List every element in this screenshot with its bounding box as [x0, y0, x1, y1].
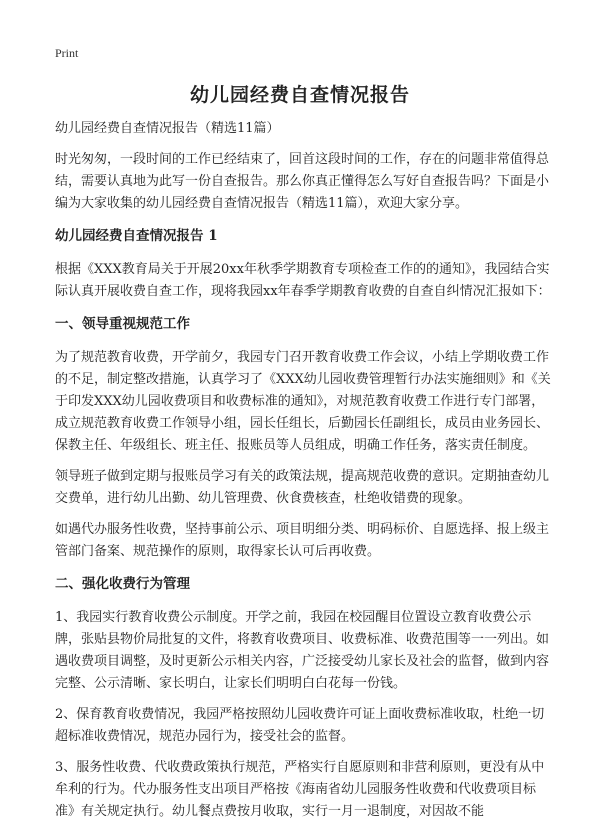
section2-paragraph-3: 3、服务性收费、代收费政策执行规范，严格实行自愿原则和非营利原则，更没有从中牟利的行为。代办服务性支出项目严格按《海南省幼儿园服务性收费和代收费项目标准》有关规定执行。幼儿餐点费按月收取，实行一月一退制度，对因故不能 — [55, 760, 545, 819]
section1-paragraph-3: 如遇代办服务性收费，坚持事前公示、项目明细分类、明码标价、自愿选择、报上级主管部门备案、规范操作的原则，取得家长认可后再收费。 — [55, 522, 550, 559]
print-link[interactable]: Print — [55, 46, 79, 60]
document-subtitle: 幼儿园经费自查情况报告（精选11篇） — [55, 121, 280, 136]
intro-paragraph: 时光匆匆，一段时间的工作已经结束了，回首这段时间的工作，存在的问题非常值得总结，需要认真地为此写一份自查报告。那么你真正懂得怎么写好自查报告吗？下面是小编为大家收集的幼儿园经费自查情况报告（精选11篇），欢迎大家分享。 — [55, 152, 550, 211]
section-heading-1: 一、领导重视规范工作 — [55, 316, 190, 332]
report-heading: 幼儿园经费自查情况报告 1 — [55, 228, 218, 244]
section2-paragraph-2: 2、保育教育收费情况，我园严格按照幼儿园收费许可证上面收费标准收取，杜绝一切超标准收费情况，规范办园行为，接受社会的监督。 — [55, 707, 545, 744]
section1-paragraph-1: 为了规范教育收费，开学前夕，我园专门召开教育收费工作会议，小结上学期收费工作的不足，制定整改措施，认真学习了《XXX幼儿园收费管理暂行办法实施细则》和《关于印发XXX幼儿园收费项目和收费标准的通知》，对规范教育收费工作进行专门部署，成立规范教育收费工作领导小组，园长任组长，后勤园长任副组长，成员由业务园长、保教主任、年级组长、班主任、报账员等人员组成，明确工作任务，落实责任制度。 — [55, 350, 551, 453]
report-paragraph: 根据《XXX教育局关于开展20xx年秋季学期教育专项检查工作的的通知》，我园结合实际认真开展收费自查工作，现将我园xx年春季学期教育收费的自查自纠情况汇报如下： — [55, 262, 551, 299]
section-heading-2: 二、强化收费行为管理 — [55, 576, 190, 592]
section2-paragraph-1: 1、我园实行教育收费公示制度。开学之前，我园在校园醒目位置设立教育收费公示牌，张贴县物价局批复的文件，将教育收费项目、收费标准、收费范围等一一列出。如遇收费项目调整，及时更新公示相关内容，广泛接受幼儿家长及社会的监督，做到内容完整、公示清晰、家长明白，让家长们明明白白花每一份钱。 — [55, 610, 550, 691]
document-body — [55, 118, 555, 832]
page-title: 幼儿园经费自查情况报告 — [189, 84, 410, 106]
section1-paragraph-2: 领导班子做到定期与报账员学习有关的政策法规，提高规范收费的意识。定期抽查幼儿交费单，进行幼儿出勤、幼儿管理费、伙食费核查，杜绝收错费的现象。 — [55, 469, 550, 506]
